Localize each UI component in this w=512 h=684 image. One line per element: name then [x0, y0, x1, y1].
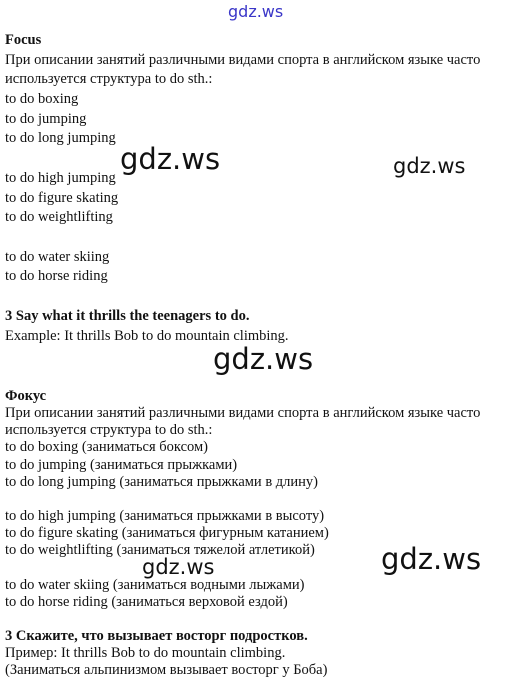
russian-exercise-title: 3 Скажите, что вызывает восторг подростков. [5, 628, 308, 644]
watermark-top: gdz.ws [228, 2, 284, 21]
english-list-item: to do horse riding [5, 268, 108, 284]
watermark: gdz.ws [381, 542, 482, 576]
russian-list-item: to do horse riding (заниматься верховой ездой) [5, 594, 288, 610]
russian-list-item: to do jumping (заниматься прыжками) [5, 457, 238, 473]
watermark: gdz.ws [142, 555, 215, 579]
english-exercise-title: 3 Say what it thrills the teenagers to do. [5, 308, 250, 324]
watermark: gdz.ws [393, 154, 466, 178]
english-list-item: to do figure skating [5, 190, 119, 206]
russian-list-item: to do water skiing (заниматься водными лыжами) [5, 577, 305, 593]
english-list-item: to do jumping [5, 111, 87, 127]
watermark: gdz.ws [120, 142, 221, 176]
english-heading: Focus [5, 32, 42, 48]
russian-intro-line-2: используется структура to do sth.: [5, 422, 213, 438]
english-list-item: to do water skiing [5, 249, 110, 265]
english-list-item: to do weightlifting [5, 209, 113, 225]
english-list-item: to do high jumping [5, 170, 116, 186]
english-list-item: to do boxing [5, 91, 79, 107]
russian-heading: Фокус [5, 388, 47, 404]
russian-list-item: to do weightlifting (заниматься тяжелой атлетикой) [5, 542, 315, 558]
english-intro-line-1: При описании занятий различными видами спорта в английском языке часто [5, 52, 481, 68]
watermark: gdz.ws [213, 342, 314, 376]
english-list-item: to do long jumping [5, 130, 116, 146]
english-intro-line-2: используется структура to do sth.: [5, 71, 213, 87]
russian-list-item: to do high jumping (заниматься прыжками в высоту) [5, 508, 325, 524]
russian-list-item: to do figure skating (заниматься фигурным катанием) [5, 525, 329, 541]
russian-list-item: to do long jumping (заниматься прыжками в длину) [5, 474, 318, 490]
russian-example: Пример: It thrills Bob to do mountain climbing. [5, 645, 286, 661]
russian-list-item: to do boxing (заниматься боксом) [5, 439, 208, 455]
english-example: Example: It thrills Bob to do mountain climbing. [5, 328, 289, 344]
russian-example-translation: (Заниматься альпинизмом вызывает восторг у Боба) [5, 662, 328, 678]
russian-intro-line-1: При описании занятий различными видами спорта в английском языке часто [5, 405, 481, 421]
